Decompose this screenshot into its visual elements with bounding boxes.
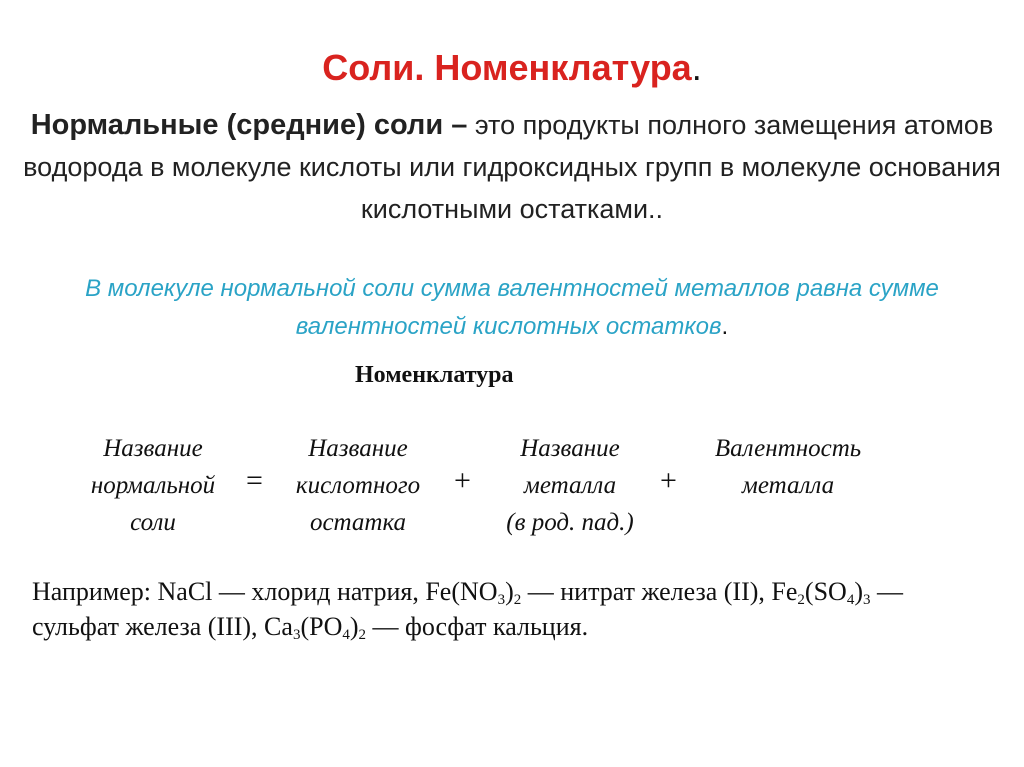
example-text: ) <box>349 612 359 641</box>
title-text: Соли. Номенклатура <box>322 47 692 88</box>
formula-plus-sign: + <box>660 464 677 497</box>
formula-term-line: Название <box>103 435 203 462</box>
valence-rule-period: . <box>721 313 729 340</box>
subscript: 2 <box>797 592 805 608</box>
subscript: 3 <box>292 627 301 643</box>
formula-acid-residue <box>273 430 443 541</box>
definition-paragraph <box>10 104 1014 230</box>
subscript: 3 <box>863 592 871 608</box>
formula-plus-sign: + <box>454 464 471 497</box>
valence-rule <box>10 270 1014 346</box>
nomenclature-formula <box>68 430 968 550</box>
title-period: . <box>691 47 702 88</box>
formula-term-line: нормальной <box>90 472 216 499</box>
subscript: 4 <box>846 592 855 608</box>
formula-term-line: металла <box>741 472 835 499</box>
nomenclature-example <box>32 574 912 644</box>
subscript: 3 <box>497 592 506 608</box>
formula-term-line: соли <box>130 509 176 536</box>
example-text: — фосфат кальция. <box>366 612 589 641</box>
formula-salt-name <box>68 430 238 541</box>
formula-metal-name <box>480 430 660 541</box>
formula-term-line: Валентность <box>714 435 862 462</box>
example-text: (SO <box>804 577 847 606</box>
example-text: ) <box>505 577 514 606</box>
formula-term-line: остатка <box>309 509 407 536</box>
formula-term-line: кислотного <box>295 472 421 499</box>
formula-equals-sign: = <box>246 464 263 497</box>
slide-title <box>0 44 1024 92</box>
definition-text: это продукты полного замещения атомов водорода в молекуле кислоты или гидроксидных групп в молекуле основания кислотными остатками.. <box>23 110 1001 224</box>
formula-metal-valence <box>688 430 888 504</box>
subscript: 2 <box>358 627 367 643</box>
example-text: (PO <box>300 612 343 641</box>
subscript: 2 <box>513 592 522 608</box>
formula-term-line: металла <box>523 472 617 499</box>
subscript: 4 <box>342 627 350 643</box>
example-text: ) <box>854 577 863 606</box>
nomenclature-heading: Номенклатура <box>355 362 514 388</box>
formula-term-line: Название <box>520 435 620 462</box>
formula-term-line: Название <box>308 435 408 462</box>
valence-rule-text: В молекуле нормальной соли сумма валентностей металлов равна сумме валентностей кислотных остатков <box>85 275 939 340</box>
definition-term: Нормальные (средние) соли – <box>30 109 468 141</box>
example-text: — нитрат железа (II), Fe <box>521 577 798 606</box>
example-text: Например: NaCl — хлорид натрия, Fe(NO <box>32 577 498 606</box>
formula-term-line: (в род. пад.) <box>506 509 634 536</box>
example-text: — сульфат железа (III), Ca <box>32 577 903 641</box>
